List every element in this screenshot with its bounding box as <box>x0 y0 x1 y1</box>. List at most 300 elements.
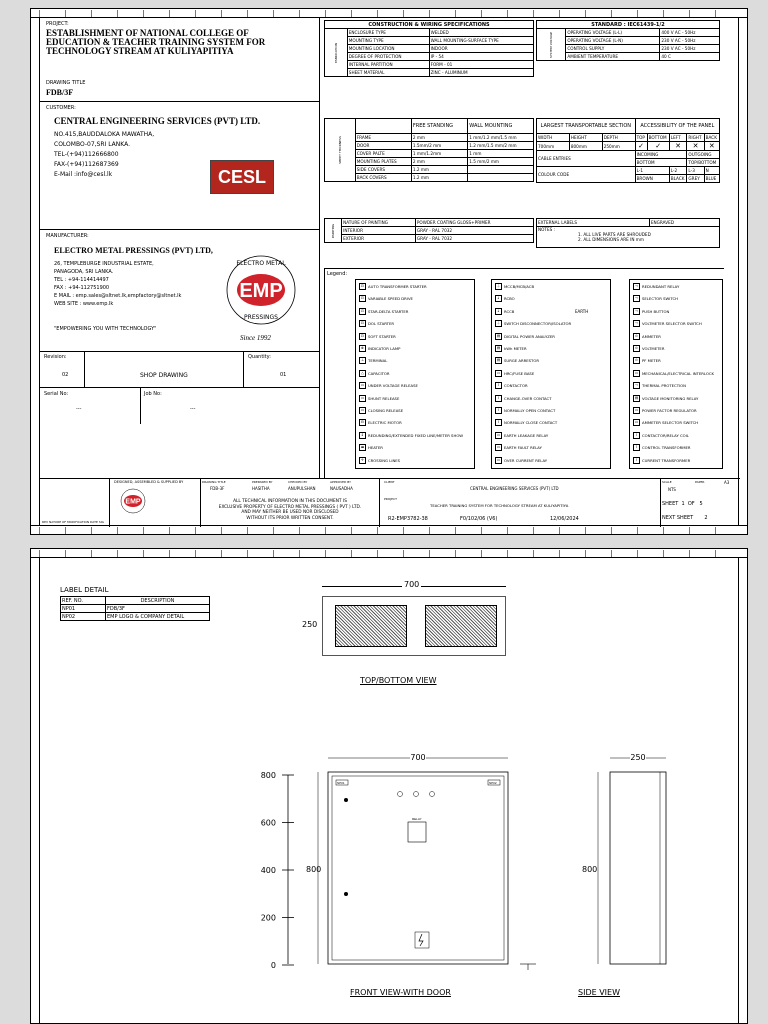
legend-symbol-icon: ⊗ <box>359 345 366 352</box>
legend-symbol-icon: ⌇ <box>495 382 502 389</box>
legend-item <box>495 432 548 439</box>
legend-symbol-icon: ▭ <box>496 370 501 375</box>
ruler-mark <box>715 10 742 17</box>
ruler-mark <box>65 550 92 557</box>
ruler-mark <box>689 10 716 17</box>
ruler-mark <box>143 527 170 534</box>
legend-item <box>495 308 514 315</box>
scale-tick-label: 600 <box>260 818 276 828</box>
legend-item <box>359 308 408 315</box>
legend-item <box>359 407 403 414</box>
prepared-by: HASITHA <box>252 486 270 491</box>
legend-item <box>633 308 669 315</box>
top-view-box <box>322 596 506 656</box>
legend-item <box>633 457 690 464</box>
ruler-mark <box>195 550 222 557</box>
legend-item <box>633 432 689 439</box>
legend-text: CONTROL TRANSFORMER <box>642 445 691 451</box>
job-value: --- <box>190 406 196 412</box>
ruler-mark <box>273 10 300 17</box>
ruler-mark <box>455 10 482 17</box>
quantity-label: Quantity: <box>248 354 271 360</box>
notes-cell: NOTES : 1. ALL LIVE PARTS ARE SHROUDED 2. ALL DIMENSIONS ARE IN mm <box>537 227 720 248</box>
legend-text: DOL STARTER <box>368 321 394 327</box>
ruler-mark <box>117 10 144 17</box>
legend-symbol-icon: ⌇ <box>495 395 502 402</box>
legend-item <box>633 283 679 290</box>
ruler-mark <box>611 550 638 557</box>
legend-col3 <box>629 279 723 469</box>
legend-symbol-icon: ⊙ <box>633 333 640 340</box>
legend-text: SURGE ARRESTOR <box>504 358 540 364</box>
label-detail-title: LABEL DETAIL <box>60 586 109 594</box>
ruler-mark <box>663 10 690 17</box>
ruler-mark <box>325 527 352 534</box>
thickness-table: SHEET THICKNESS FREE STANDING WALL MOUNTING FRAME 2 mm 1 mm/1.2 mm/1.5 mm DOOR 1.5mm/2 mm 1.2 mm/1.5 mm/2 mm COVER PALTE 1 mm/1.2mm 1 mm MOUNTING PLATES 2 mm 1.5 mm/2 mm SIDE COVERS 1.2 mm BACK COVERS 1.2 mm <box>324 118 534 182</box>
ruler-mark <box>377 550 404 557</box>
ruler-mark <box>247 550 274 557</box>
manufacturer-address: 26, TEMPLEBURGE INDUSTRIAL ESTATE, PANAGODA, SRI LANKA. TEL : +94-114414497 FAX : +94-112751900 E MAIL : emp.sales@sltnet.lk,empfactory@sltnet.lk WEB SITE : www.emp.lk <box>54 261 182 307</box>
ruler-mark <box>39 550 66 557</box>
side-height-label: 800 <box>582 865 598 874</box>
legend-text: DIGITAL POWER ANALYZER <box>504 333 555 339</box>
manufacturer-box <box>40 230 320 352</box>
legend-symbol-icon: ⏚ <box>496 284 501 288</box>
drawing-type: SHOP DRAWING <box>140 372 188 379</box>
legend-symbol-icon: ⊟ <box>359 419 366 426</box>
legend-symbol-icon: ⊸ <box>633 382 640 389</box>
legend-symbol-icon: ⊥ <box>360 358 365 363</box>
legend-symbol-icon: ⌇ <box>633 432 640 439</box>
ruler-mark <box>585 527 612 534</box>
legend-symbol-icon: ▭ <box>360 395 365 400</box>
side-view-caption: SIDE VIEW <box>578 988 620 997</box>
legend-item <box>359 457 400 464</box>
client-lbl: CLIENT <box>384 480 395 484</box>
legend-symbol-icon: ▭ <box>634 370 639 375</box>
legend-text: SELECTOR SWITCH <box>642 296 679 302</box>
legend-text: EARTH LEAKAGE RELAY <box>504 432 549 438</box>
prepared-lbl: PREPARED BY <box>252 480 273 484</box>
drawing-title-label: DRAWING TITLE <box>46 80 86 86</box>
legend-text: ELECTRIC MOTOR <box>368 420 402 426</box>
legend-text: VOLTMETER <box>642 346 665 351</box>
legend-symbol-icon: ▤ <box>496 333 501 338</box>
manufacturer-name: ELECTRO METAL PRESSINGS (PVT) LTD, <box>54 246 213 255</box>
ruler-mark <box>481 550 508 557</box>
legend-symbol-icon: ▤ <box>634 395 639 400</box>
ruler-mark <box>351 10 378 17</box>
legend-item <box>495 320 571 327</box>
ruler-mark <box>429 550 456 557</box>
legend-symbol-icon: ⊸ <box>633 295 640 302</box>
drawing-title-lbl: DRAWING TITLE <box>202 480 226 484</box>
serial-value: --- <box>76 406 82 412</box>
legend-text: HRC/FUSE BASE <box>504 370 535 376</box>
legend-item <box>359 320 394 327</box>
ruler-mark <box>507 10 534 17</box>
approved-lbl: APPROVED BY <box>330 480 352 484</box>
legend-text: UNDER VOLTAGE RELEASE <box>368 383 418 389</box>
ruler-mark <box>377 10 404 17</box>
legend-item <box>359 382 418 389</box>
legend-item <box>495 407 555 414</box>
painting-table: PAINTING NATURE OF PAINTING POWDER COATING GLOSS+PRIMER INTERIOR GRAY - RAL 7032 EXTERIOR GRAY - RAL 7032 <box>324 218 534 243</box>
paper: A3 <box>724 480 730 485</box>
legend-text: MCCB/MCB/ACB <box>504 284 535 289</box>
reference-number: F0/102/06 (V6) <box>460 516 498 522</box>
manufacturer-label: MANUFACTURER: <box>46 233 89 239</box>
ruler-mark <box>351 527 378 534</box>
emp-logo-text: EMP <box>239 280 283 302</box>
legend-symbol-icon: ▭ <box>634 408 639 412</box>
drawing-title: FDB/3F <box>46 88 74 97</box>
ruler-mark <box>143 10 170 17</box>
legend-text: CURRENT TRANSFORMER <box>642 457 691 463</box>
legend-symbol-icon: ⊡ <box>359 308 366 315</box>
ruler-mark <box>169 10 196 17</box>
standard: STANDARD : IEC61439-1/2 <box>537 21 720 29</box>
legend-text: VOLTMETER SELECTOR SWITCH <box>642 321 702 327</box>
side-width-label: 250 <box>630 753 646 762</box>
confidential-notice: ALL TECHNICAL INFORMATION IN THIS DOCUMENT IS EXCLUSIVE PROPERTY OF ELECTRO METAL PRESSINGS ( PVT ) LTD. AND MAY NEITHER BE USED NOR DISCLOSED WITHOUT ITS PRIOR WRITTEN CONSENT. <box>218 499 362 521</box>
thickness-side-label: SHEET THICKNESS <box>325 119 356 182</box>
legend-text: OVER CURRENT RELAY <box>504 457 548 463</box>
ruler-mark <box>65 10 92 17</box>
legend-symbol-icon: ↕ <box>359 432 366 439</box>
scale: NTS <box>668 487 676 492</box>
legend-item <box>495 295 515 302</box>
ruler-mark <box>247 527 274 534</box>
ruler-mark <box>117 527 144 534</box>
ruler-mark <box>689 550 716 557</box>
top-depth-label: 250 <box>302 620 318 629</box>
checked-by: ANUPULSHAN <box>288 486 316 491</box>
legend-text: THERMAL PROTECTION <box>642 383 686 389</box>
legend-symbol-icon: ⊡ <box>359 320 366 327</box>
legend-text: CLOSING RELEASE <box>368 408 404 413</box>
legend-text: VARIABLE SPEED DRIVE <box>368 296 413 302</box>
ruler-mark <box>533 527 560 534</box>
revision-box <box>40 352 320 388</box>
legend-item <box>633 419 698 426</box>
legend-symbol-icon: ✛ <box>359 457 366 464</box>
customer-name: CENTRAL ENGINEERING SERVICES (PVT) LTD. <box>54 116 261 126</box>
legend-text: SHUNT RELEASE <box>368 395 400 401</box>
np01-tag: NP01 <box>337 781 345 785</box>
legend-item <box>359 333 396 340</box>
legend-label: Legend: <box>327 271 348 277</box>
drawing-frame-2 <box>39 557 739 1024</box>
sheet-1 <box>30 8 748 535</box>
ruler-mark <box>715 527 742 534</box>
ruler-mark <box>273 550 300 557</box>
ruler-mark <box>221 550 248 557</box>
ruler-mark <box>481 10 508 17</box>
legend-item <box>359 432 463 439</box>
ruler-mark <box>325 10 352 17</box>
legend-item <box>495 283 534 290</box>
legend-text: PF METER <box>642 358 661 364</box>
ruler-mark <box>637 527 664 534</box>
quantity-value: 01 <box>280 372 287 378</box>
approved-by: NAUSADHA <box>330 486 353 491</box>
legend-item <box>359 295 413 302</box>
legend-item <box>633 407 697 414</box>
ruler-mark <box>689 527 716 534</box>
legend-symbol-icon: ⏚ <box>496 321 501 326</box>
label-detail-table: REF. NO. DESCRIPTION NP01 FDB/3F NP02 EMP LOGO & COMPANY DETAIL <box>60 596 210 621</box>
legend-text: RCBO <box>504 296 515 302</box>
legend-symbol-icon: ▭ <box>634 420 639 425</box>
ruler-mark <box>611 10 638 17</box>
ruler-mark <box>637 550 664 557</box>
ruler-mark <box>299 10 326 17</box>
manufacturer-tagline: "EMPOWERING YOU WITH TECHNOLOGY" <box>54 326 157 332</box>
designed-by: DESIGNED, ASSEMBLED & SUPPLIED BY <box>114 480 184 484</box>
legend-item <box>633 370 714 377</box>
ruler-mark <box>39 527 66 534</box>
ruler-mark <box>611 527 638 534</box>
legend-text: NORMALLY OPEN CONTACT <box>504 408 556 413</box>
cesl-logo: CESL <box>210 160 274 194</box>
front-width-label: 700 <box>410 753 426 762</box>
legend-item <box>359 395 399 402</box>
legend-symbol-icon: ▭ <box>360 408 365 412</box>
legend-symbol-icon: ⌇ <box>495 407 502 414</box>
legend-text: TERMINAL <box>368 358 388 364</box>
fabrication-table: CONSTRUCTION & WIRING SPECIFICATIONS FABRICATION ENCLOSURE TYPE WELDED MOUNTING TYPE WALL MOUNTING-SURFACE TYPE MOUNTING LOCATION INDOOR DEGREE OF PROTECTION IP - 54 INTERNAL PARTITION FORM - 01 SHEET MATERIAL ZINC - ALUMINUM <box>324 20 534 77</box>
ruler-mark <box>221 527 248 534</box>
scale-lbl: SCALE <box>662 480 672 484</box>
ruler-mark <box>507 527 534 534</box>
legend-symbol-icon: ▭ <box>496 445 501 450</box>
ruler-mark <box>403 550 430 557</box>
customer-box <box>40 102 320 230</box>
earth-label: EARTH <box>575 309 589 314</box>
legend-text: SWITCH DISCONNECTOR/ISOLATOR <box>504 321 572 327</box>
legend-item <box>633 395 698 402</box>
legend-text: CAPACITOR <box>368 370 390 376</box>
title-block <box>40 478 740 527</box>
serial-box <box>40 388 320 478</box>
legend-text: NORMALLY CLOSE CONTACT <box>504 420 558 426</box>
legend-item <box>495 357 539 364</box>
legend-text: AMMETER <box>642 333 661 339</box>
legend-item <box>495 370 534 377</box>
scale-tick-label: 200 <box>260 913 276 923</box>
legend-col1 <box>355 279 475 469</box>
title-emp-logo-text: EMP <box>125 498 141 506</box>
emp-logo-top: ELECTRO METAL <box>236 260 286 267</box>
fabrication-side-label: FABRICATION <box>325 29 348 77</box>
checked-lbl: CHECKED BY <box>288 480 308 484</box>
legend-item <box>495 345 527 352</box>
legend-symbol-icon: ▬ <box>360 445 365 450</box>
ruler-mark <box>91 550 118 557</box>
paper-lbl: PAPER <box>695 480 705 484</box>
job-label: Job No: <box>144 391 162 397</box>
np02-tag: NP02 <box>489 781 497 785</box>
legend-symbol-icon: ⊙ <box>633 357 640 364</box>
legend-symbol-icon: ▭ <box>360 383 365 388</box>
serial-divider <box>140 388 141 424</box>
legend-text: SOFT STARTER <box>368 333 396 339</box>
legend-text: PUSH BUTTON <box>642 308 670 314</box>
ruler-mark <box>39 10 66 17</box>
legend-symbol-icon: ⊡ <box>359 295 366 302</box>
ruler-mark <box>221 10 248 17</box>
ruler-mark <box>533 10 560 17</box>
legend-symbol-icon: ⌇ <box>633 444 640 451</box>
legend-item <box>633 382 686 389</box>
ruler-mark <box>377 527 404 534</box>
ruler-mark <box>481 527 508 534</box>
scale-tick-label: 0 <box>270 961 276 970</box>
drawing-date: 12/06/2024 <box>550 516 579 522</box>
emp-logo <box>218 252 304 332</box>
transport-access-table: LARGEST TRANSPORTABLE SECTION ACCESSIBILITY OF THE PANEL WIDTH HEIGHT DEPTH TOP BOTTOM LEFT RIGHT BACK 700mm 800mm 250mm ✓ ✓ ✕ ✕ ✕ CABLE ENTRIES INCOMING OUTGOING BOTTOM TOP/BOTTOM COLOUR CODE L-1 L-2 L-3 N BROWN BLACK GREY BLUE <box>536 118 720 183</box>
legend-text: REDUNDANT RELAY <box>642 284 680 289</box>
ruler-mark <box>325 550 352 557</box>
legend-text: CONTACTOR/RELAY COIL <box>642 432 689 438</box>
legend-item <box>495 395 552 402</box>
drawing-type-cell <box>84 352 244 387</box>
ruler-mark <box>533 550 560 557</box>
client: CENTRAL ENGINEERING SERVICES (PVT) LTD <box>470 486 559 491</box>
gland-plate-left <box>335 605 407 647</box>
legend-item <box>633 444 691 451</box>
ruler-mark <box>403 527 430 534</box>
ruler-mark <box>403 10 430 17</box>
legend-symbol-icon: ⊸ <box>633 320 640 327</box>
ruler-mark <box>429 527 456 534</box>
legend-item <box>359 357 387 364</box>
ruler-mark <box>663 550 690 557</box>
ruler-mark <box>559 550 586 557</box>
legend-text: AUTO TRANSFORMER STARTER <box>368 284 427 289</box>
legend-item <box>633 345 664 352</box>
legend-item <box>495 457 547 464</box>
legend-item <box>359 419 402 426</box>
serial-label: Serial No: <box>44 391 69 397</box>
legend-col2 <box>491 279 611 469</box>
project-label: PROJECT: <box>46 21 69 27</box>
labels-notes-table: EXTERNAL LABELS ENGRAVED NOTES : 1. ALL LIVE PARTS ARE SHROUDED 2. ALL DIMENSIONS ARE IN mm <box>536 218 720 248</box>
legend-text: RCCB <box>504 308 515 314</box>
title-block-drawing-title: FDB-3F <box>210 486 225 491</box>
scale-tick-label: 400 <box>260 866 276 875</box>
drawing-frame <box>39 17 739 526</box>
ruler-mark <box>169 527 196 534</box>
ruler-mark <box>299 527 326 534</box>
top-view-caption: TOP/BOTTOM VIEW <box>360 676 437 685</box>
legend-text: REDUNDING/EXTENDED FIXED LINE/METER SHOW <box>368 432 464 438</box>
legend-text: CHANGE-OVER CONTACT <box>504 395 552 401</box>
legend-symbol-icon: ⊸ <box>633 308 640 315</box>
legend-text: VOLTAGE MONITORING RELAY <box>642 395 699 401</box>
ruler-mark <box>299 550 326 557</box>
legend-symbol-icon: ⌇ <box>495 419 502 426</box>
ruler-mark <box>559 10 586 17</box>
ruler-mark <box>663 527 690 534</box>
sheet-2 <box>30 548 748 1024</box>
drawing-number: R2-EMP3782-38 <box>388 516 428 522</box>
revision-label: Revision: <box>44 354 67 360</box>
legend-text: HEATER <box>368 445 383 451</box>
legend-item <box>359 345 400 352</box>
relay-unit <box>408 822 426 842</box>
legend-symbol-icon: ↓ <box>495 295 502 302</box>
project-box <box>40 18 320 102</box>
legend-symbol-icon: ↓ <box>495 308 502 315</box>
ruler-mark <box>585 10 612 17</box>
legend-symbol-icon: ▭ <box>496 432 501 437</box>
ruler-mark <box>715 550 742 557</box>
side-view-body <box>610 772 666 964</box>
painting-side-label: PAINTING <box>325 219 342 243</box>
ruler-mark <box>195 527 222 534</box>
legend-item <box>633 320 702 327</box>
ruler-mark <box>117 550 144 557</box>
legend-text: CROSSING LINES <box>368 457 401 463</box>
legend-symbol-icon: ⊡ <box>359 333 366 340</box>
legend-text: INDICATOR LAMP <box>368 346 401 351</box>
spec-header: CONSTRUCTION & WIRING SPECIFICATIONS <box>325 21 534 29</box>
door-lock-top <box>344 798 348 802</box>
ruler-mark <box>455 527 482 534</box>
next-sheet: NEXT SHEET 2 <box>662 515 708 521</box>
legend-item <box>633 295 678 302</box>
revision-cols: REV NATURE OF MODIFICATION DATE SIG <box>42 520 104 524</box>
ruler-mark <box>65 527 92 534</box>
legend-text: EARTH FAULT RELAY <box>504 445 542 451</box>
sheet-number: SHEET 1 OF 5 <box>662 501 703 507</box>
legend-item <box>633 357 661 364</box>
emp-logo-bottom: PRESSINGS <box>244 314 278 321</box>
legend-text: kWh METER <box>504 346 527 351</box>
legend-text: AMMETER SELECTOR SWITCH <box>642 420 699 426</box>
legend-symbol-icon: ▤ <box>496 358 501 363</box>
legend-text: STAR-DELTA STARTER <box>368 308 409 314</box>
customer-address: NO.415,BAUDDALOKA MAWATHA, COLOMBO-07,SRI LANKA. TEL-(+94)112666800 FAX-(+94)112687369 E-Mail :info@cesl.lk <box>54 131 155 178</box>
ruler-mark <box>585 550 612 557</box>
project-title: ESTABLISHMENT OF NATIONAL COLLEGE OF EDUCATION & TEACHER TRAINING SYSTEM FOR TECHNOLOGY STREAM AT KULIYAPITIYA <box>46 28 266 56</box>
gland-plate-right <box>425 605 497 647</box>
legend-text: POWER FACTOR REGULATOR <box>642 408 697 413</box>
revision-value: 02 <box>62 372 69 378</box>
project: TEACHER TRAINING SYSTEM FOR TECHNOLOGY STREAM AT KULIYAPITIYA <box>430 503 569 508</box>
ruler-mark <box>247 10 274 17</box>
ruler-mark <box>455 550 482 557</box>
legend-symbol-icon: ⊙ <box>633 345 640 352</box>
legend-item <box>359 444 383 451</box>
legend-symbol-icon: △ <box>359 370 366 377</box>
legend-item <box>495 419 557 426</box>
relay-label: RELAY <box>412 817 422 821</box>
ruler-mark <box>169 550 196 557</box>
scale-tick-label: 800 <box>260 771 276 780</box>
since-text: Since 1992 <box>240 334 271 342</box>
legend-text: CONTACTOR <box>504 383 528 389</box>
front-side-views <box>190 738 710 998</box>
customer-label: CUSTOMER: <box>46 105 76 111</box>
ruler-mark <box>91 527 118 534</box>
ruler-mark <box>273 527 300 534</box>
legend-item <box>495 444 542 451</box>
legend-box <box>324 268 724 478</box>
front-height-label: 800 <box>306 865 322 874</box>
